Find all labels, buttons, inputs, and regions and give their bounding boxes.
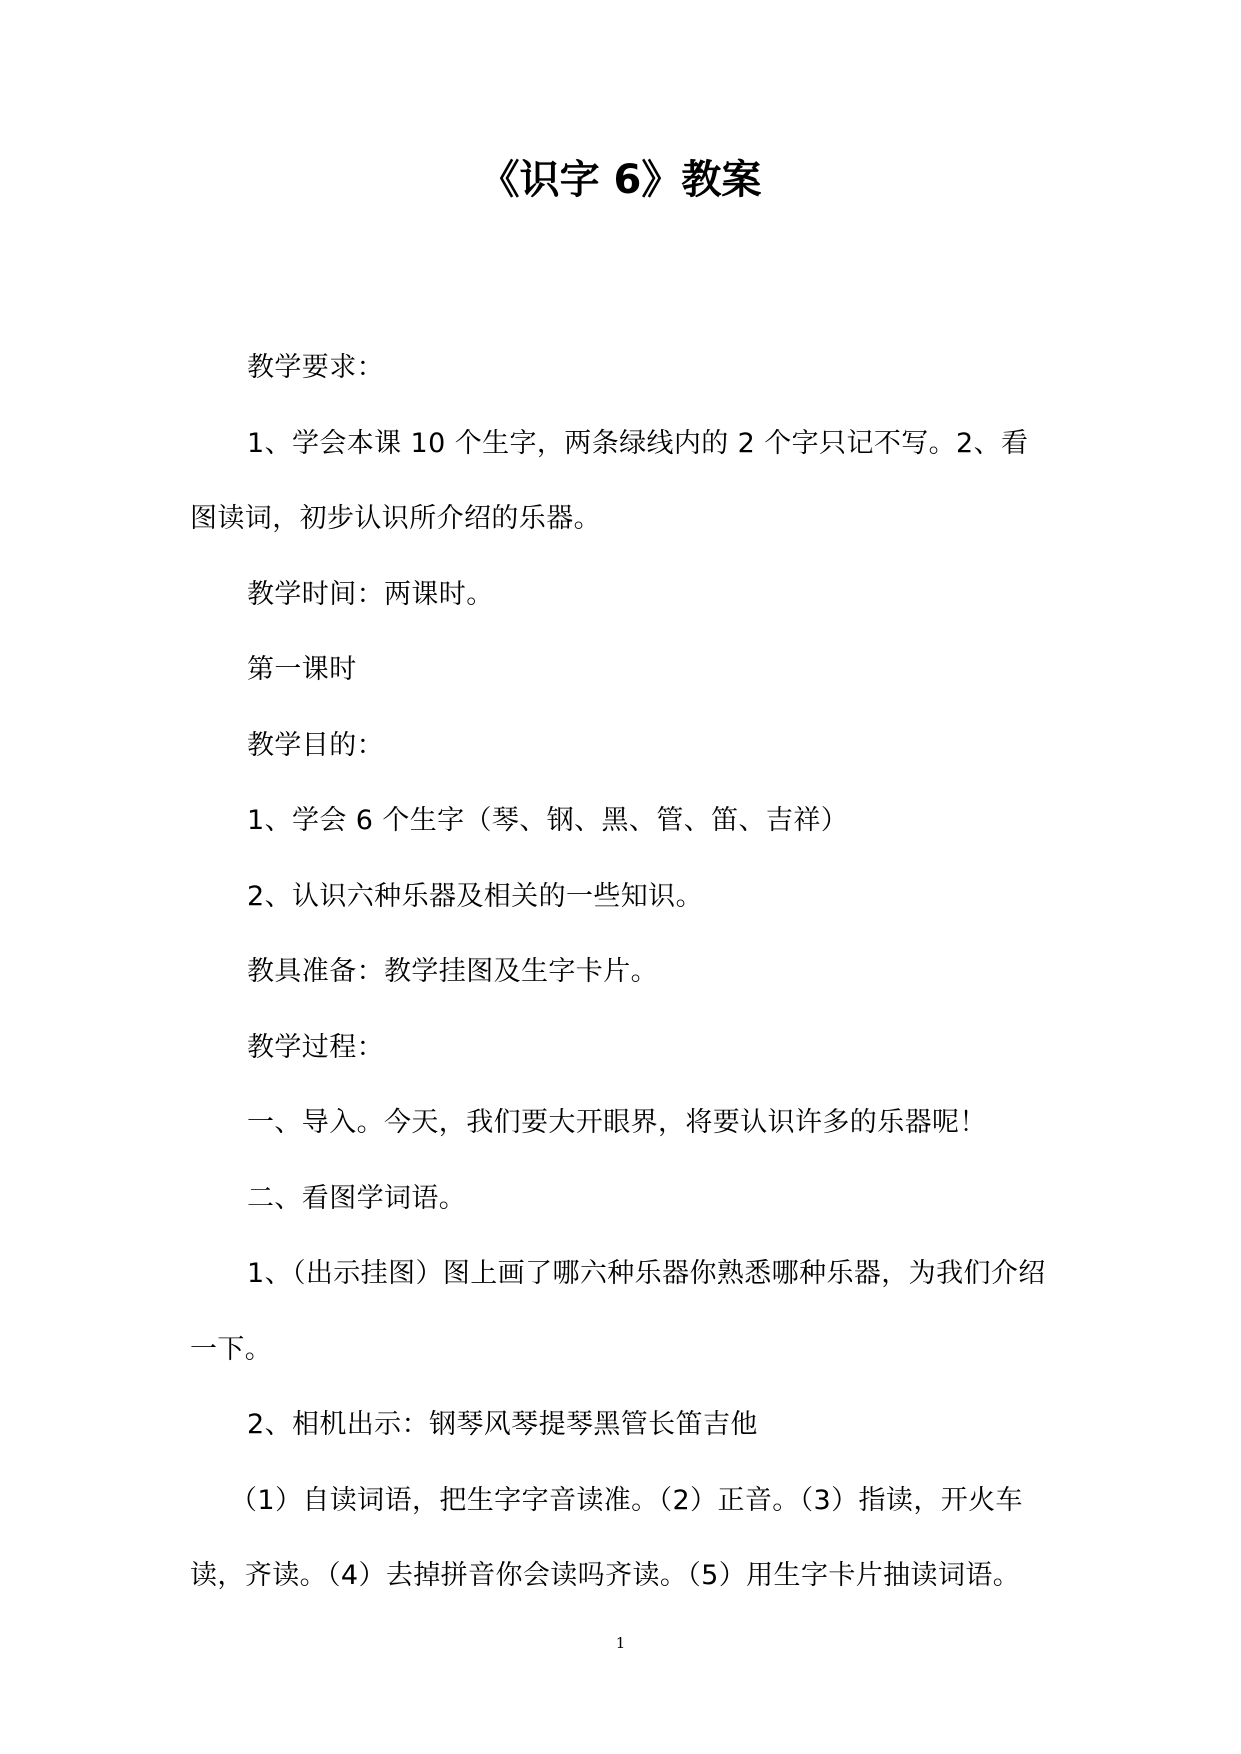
paragraph-step-intro: 一、导入。今天，我们要大开眼界，将要认识许多的乐器呢！ [247, 1107, 987, 1138]
paragraph-requirements-list: 1、学会本课 10 个生字，两条绿线内的 2 个字只记不写。2、看图读词，初步认识所介绍的乐器。 [190, 427, 1029, 534]
paragraph-teaching-requirements-heading: 教学要求： [247, 352, 384, 383]
paragraph-show-wall-chart: 1、（出示挂图）图上画了哪六种乐器你熟悉哪种乐器，为我们介绍一下。 [190, 1258, 1046, 1365]
paragraph-reading-practice: （1）自读词语，把生字字音读准。（2）正音。（3）指读，开火车读，齐读。（4）去掉拼音你会读吗齐读。（5）用生字卡片抽读词语。 [190, 1484, 1023, 1591]
paragraph-teaching-objectives-heading: 教学目的： [247, 729, 384, 761]
page-number: 1 [615, 1634, 626, 1652]
paragraph-objective-2: 2、认识六种乐器及相关的一些知识。 [247, 880, 703, 912]
document-title: 《识字 6》教案 [479, 157, 762, 203]
paragraph-step-picture-words: 二、看图学词语。 [247, 1182, 467, 1214]
paragraph-teaching-time: 教学时间：两课时。 [247, 578, 494, 610]
paragraph-first-lesson: 第一课时 [247, 654, 357, 685]
document-body [190, 330, 1052, 1614]
paragraph-teaching-process-heading: 教学过程： [247, 1031, 384, 1063]
paragraph-teaching-aids: 教具准备：教学挂图及生字卡片。 [247, 956, 658, 987]
paragraph-show-words: 2、相机出示：钢琴风琴提琴黑管长笛吉他 [247, 1409, 758, 1440]
paragraph-objective-1: 1、学会 6 个生字（琴、钢、黑、管、笛、吉祥） [247, 805, 849, 836]
